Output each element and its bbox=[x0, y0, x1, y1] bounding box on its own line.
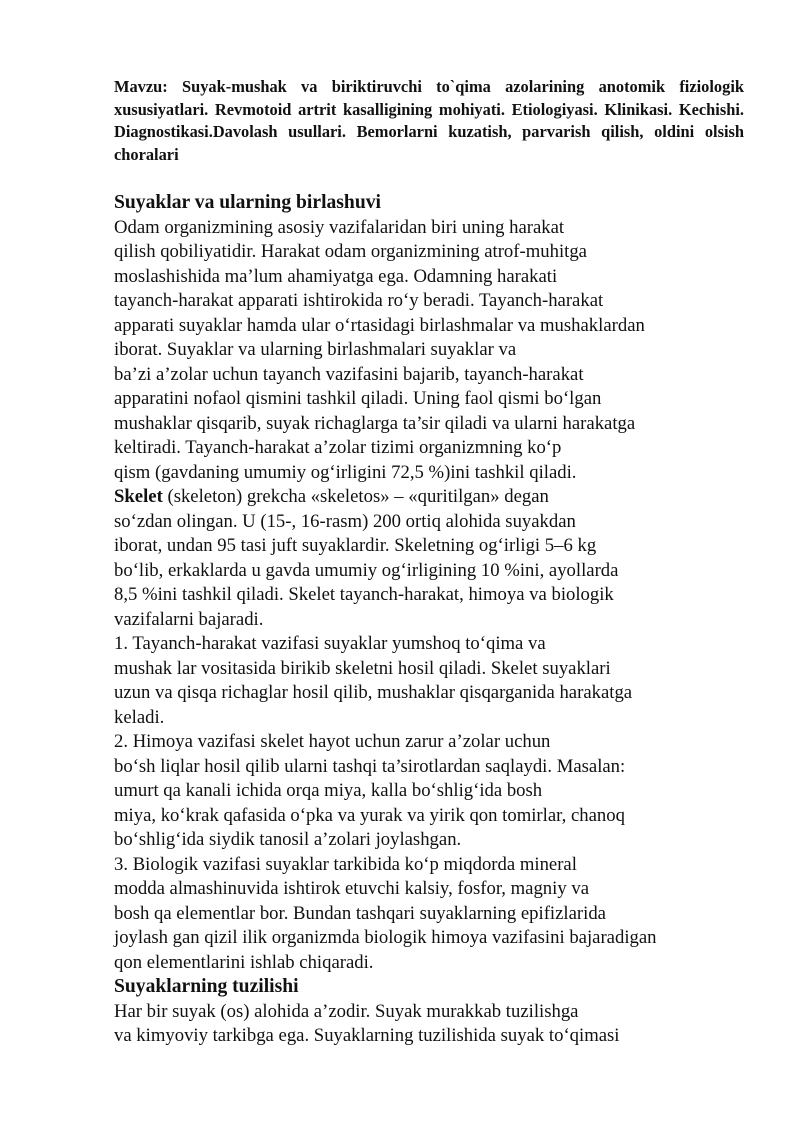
text-line: so‘zdan olingan. U (15-, 16-rasm) 200 ortiq alohida suyakdan bbox=[114, 510, 576, 532]
text-line: bo‘lib, erkaklarda u gavda umumiy og‘irligining 10 %ini, ayollarda bbox=[114, 559, 619, 581]
text-line: bo‘shlig‘ida siydik tanosil a’zolari joylashgan. bbox=[114, 829, 462, 851]
text-line: mushak lar vositasida birikib skeletni hosil qiladi. Skelet suyaklari bbox=[114, 657, 611, 679]
section-heading-bone-structure: Suyaklarning tuzilishi bbox=[114, 976, 299, 998]
text-line: apparatini nofaol qismini tashkil qiladi. Uning faol qismi bo‘lgan bbox=[114, 388, 602, 410]
text-line: umurt qa kanali ichida orqa miya, kalla bo‘shlig‘ida bosh bbox=[114, 780, 543, 802]
text-line: modda almashinuvida ishtirok etuvchi kalsiy, fosfor, magniy va bbox=[114, 878, 589, 900]
text-line: qism (gavdaning umumiy og‘irligini 72,5 %)ini tashkil qiladi. bbox=[114, 461, 577, 483]
skelet-term: Skelet bbox=[114, 486, 163, 508]
text-line: keladi. bbox=[114, 706, 165, 728]
text-line: miya, ko‘krak qafasida o‘pka va yurak va yirik qon tomirlar, chanoq bbox=[114, 804, 625, 826]
text-line: joylash gan qizil ilik organizmda biologik himoya vazifasini bajaradigan bbox=[114, 927, 657, 949]
text-line: Har bir suyak (os) alohida a’zodir. Suyak murakkab tuzilishga bbox=[114, 1000, 579, 1022]
text-line: bosh qa elementlar bor. Bundan tashqari suyaklarning epifizlarida bbox=[114, 902, 606, 924]
text-line: iborat, undan 95 tasi juft suyaklardir. Skeletning og‘irligi 5–6 kg bbox=[114, 535, 597, 557]
text-line: 1. Tayanch-harakat vazifasi suyaklar yumshoq to‘qima va bbox=[114, 633, 546, 655]
text-line: qon elementlarini ishlab chiqaradi. bbox=[114, 951, 374, 973]
text-line: bo‘sh liqlar hosil qilib ularni tashqi ta’sirotlardan saqlaydi. Masalan: bbox=[114, 755, 626, 777]
text-line: ba’zi a’zolar uchun tayanch vazifasini bajarib, tayanch-harakat bbox=[114, 363, 584, 385]
text-line: 8,5 %ini tashkil qiladi. Skelet tayanch-harakat, himoya va biologik bbox=[114, 584, 614, 606]
text-line: moslashishida ma’lum ahamiyatga ega. Odamning harakati bbox=[114, 265, 558, 287]
section-body-a bbox=[114, 216, 744, 486]
section-body-b bbox=[114, 510, 744, 976]
text-line: vazifalarni bajaradi. bbox=[114, 608, 264, 630]
section-heading-bones: Suyaklar va ularning birlashuvi bbox=[114, 192, 381, 214]
text-line: va kimyoviy tarkibga ega. Suyaklarning tuzilishida suyak to‘qimasi bbox=[114, 1025, 620, 1047]
text-line: 2. Himoya vazifasi skelet hayot uchun zarur a’zolar uchun bbox=[114, 731, 551, 753]
text-line: tayanch-harakat apparati ishtirokida ro‘y beradi. Tayanch-harakat bbox=[114, 290, 604, 312]
skelet-definition-line bbox=[114, 485, 744, 510]
text-line: iborat. Suyaklar va ularning birlashmalari suyaklar va bbox=[114, 339, 517, 361]
text-line: 3. Biologik vazifasi suyaklar tarkibida ko‘p miqdorda mineral bbox=[114, 853, 577, 875]
section-body-c bbox=[114, 1000, 744, 1049]
text-line: uzun va qisqa richaglar hosil qilib, mushaklar qisqarganida harakatga bbox=[114, 682, 633, 704]
topic-paragraph: Mavzu: Suyak-mushak va biriktiruvchi to`qima azolarining anotomik fiziologik xususiyatlari. Revmotoid artrit kasalligining mohiyati. Etiologiyasi. Klinikasi. Kechishi. Diagnostikasi.Davolash usullari. Bemorlarni kuzatish, parvarish qilish, oldini olsish choralari bbox=[114, 77, 744, 164]
text-line: mushaklar qisqarib, suyak richaglarga ta’sir qiladi va ularni harakatga bbox=[114, 412, 636, 434]
skelet-definition-text: (skeleton) grekcha «skeletos» – «quritilgan» degan bbox=[162, 486, 549, 508]
text-line: Odam organizmining asosiy vazifalaridan biri uning harakat bbox=[114, 216, 565, 238]
text-line: keltiradi. Tayanch-harakat a’zolar tizimi organizmning ko‘p bbox=[114, 437, 562, 459]
text-line: qilish qobiliyatidir. Harakat odam organizmining atrof-muhitga bbox=[114, 241, 587, 263]
text-line: apparati suyaklar hamda ular o‘rtasidagi birlashmalar va mushaklardan bbox=[114, 314, 645, 336]
